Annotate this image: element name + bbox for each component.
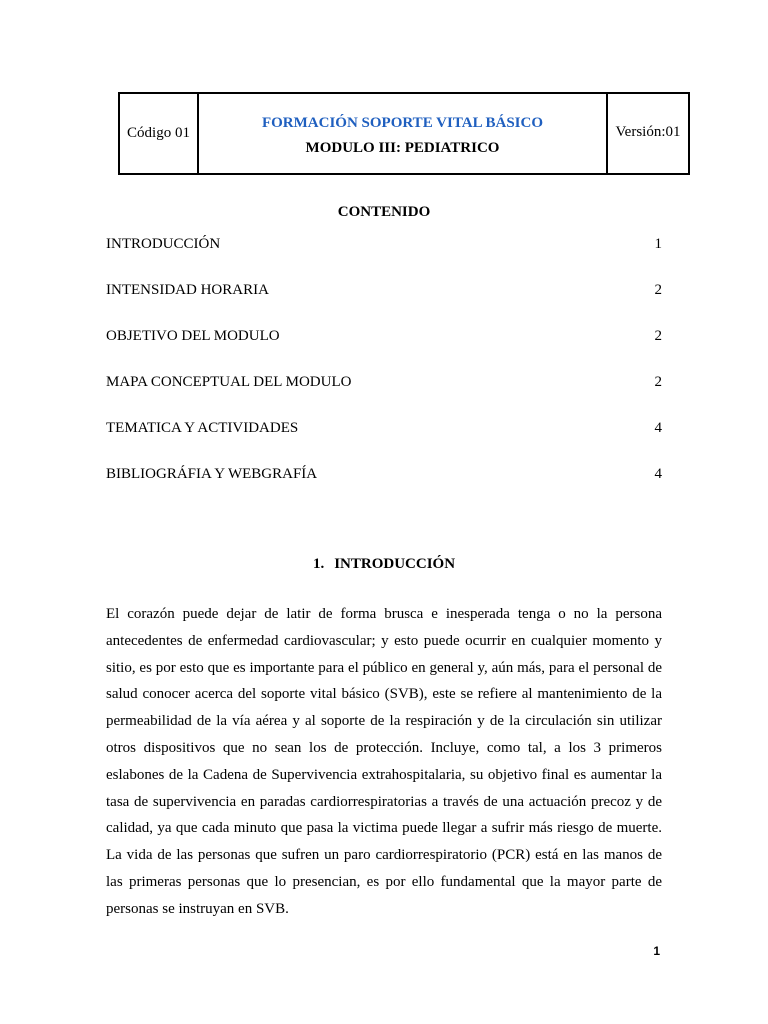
toc-item-page: 4 xyxy=(654,420,662,436)
header-title-cell xyxy=(199,94,608,173)
toc-item[interactable] xyxy=(106,464,662,510)
toc-item-label: BIBLIOGRÁFIA Y WEBGRAFÍA xyxy=(106,466,318,482)
toc-item[interactable] xyxy=(106,326,662,372)
toc-item-page: 2 xyxy=(654,328,662,344)
toc-item-page: 1 xyxy=(654,236,662,252)
toc-item-label: MAPA CONCEPTUAL DEL MODULO xyxy=(106,374,352,390)
header-subtitle: MODULO III: PEDIATRICO xyxy=(305,139,500,156)
document-header-table xyxy=(118,92,690,175)
table-of-contents xyxy=(106,234,662,510)
header-code-cell xyxy=(120,94,199,173)
toc-item-page: 2 xyxy=(654,282,662,298)
toc-item[interactable] xyxy=(106,372,662,418)
intro-paragraph: El corazón puede dejar de latir de forma brusca e inesperada tenga o no la persona antecedentes de enfermedad cardiovascular; y esto puede ocurrir en cualquier momento y sitio, es por esto que es importante para el público en general y, aún más, para el personal de salud conocer acerca del soporte vital básico (SVB), este se refiere al mantenimiento de la permeabilidad de la vía aérea y al soporte de la respiración y de la circulación sin utilizar otros dispositivos que no sean los de protección. Incluye, como tal, a los 3 primeros eslabones de la Cadena de Supervivencia extrahospitalaria, su objetivo final es aumentar la tasa de supervivencia en paradas cardiorrespiratorias a través de una actuación precoz y de calidad, ya que cada minuto que pasa la victima puede llegar a sufrir más riesgo de muerte. La vida de las personas que sufren un paro cardiorrespiratorio (PCR) está en las manos de las primeras personas que lo presencian, es por ello fundamental que la mayor parte de personas se instruyan en SVB. xyxy=(106,606,662,917)
contents-heading: CONTENIDO xyxy=(337,204,431,220)
toc-item-page: 4 xyxy=(654,466,662,482)
toc-item-label: OBJETIVO DEL MODULO xyxy=(106,328,280,344)
section-title: INTRODUCCIÓN xyxy=(334,556,456,572)
section-heading xyxy=(0,556,768,573)
header-code: Código 01 xyxy=(127,125,190,141)
toc-item-label: INTRODUCCIÓN xyxy=(106,236,221,252)
section-number: 1. xyxy=(312,556,325,572)
toc-item-label: INTENSIDAD HORARIA xyxy=(106,282,269,298)
page-number: 1 xyxy=(653,944,660,958)
toc-item-page: 2 xyxy=(654,374,662,390)
toc-item-label: TEMATICA Y ACTIVIDADES xyxy=(106,420,299,436)
toc-item[interactable] xyxy=(106,234,662,280)
header-title: FORMACIÓN SOPORTE VITAL BÁSICO xyxy=(261,114,544,131)
header-version-cell xyxy=(608,94,688,173)
toc-item[interactable] xyxy=(106,418,662,464)
header-version: Versión:01 xyxy=(615,124,681,140)
toc-item[interactable] xyxy=(106,280,662,326)
